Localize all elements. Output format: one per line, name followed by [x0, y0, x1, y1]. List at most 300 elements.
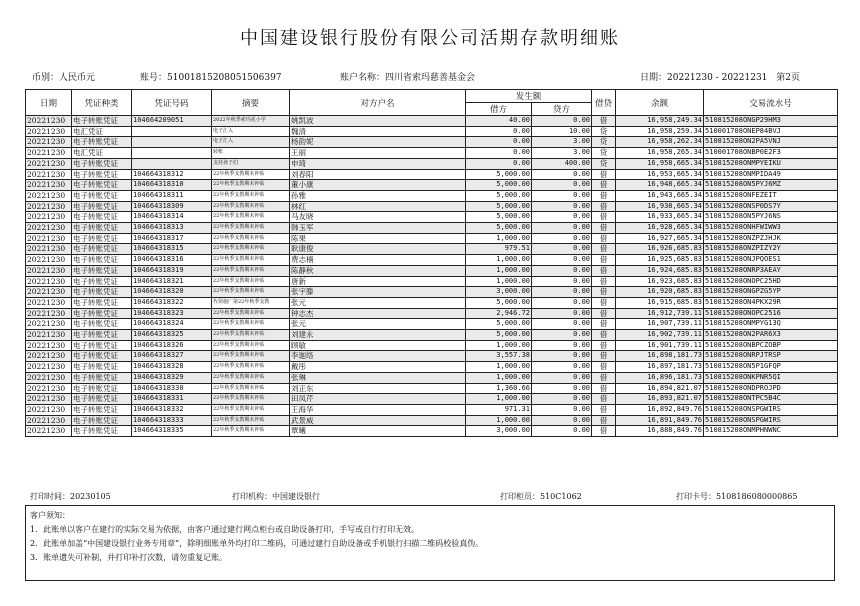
table-row — [26, 137, 838, 148]
txn-voucher: 104664318315 — [132, 244, 212, 255]
txn-desc: 22年秋季支教期末补贴 — [212, 265, 290, 276]
txn-balance: 16,925,685.83 — [616, 255, 704, 266]
txn-dc: 借 — [592, 201, 616, 212]
txn-voucher: 104664318324 — [132, 319, 212, 330]
txn-balance: 16,953,665.34 — [616, 169, 704, 180]
table-row — [26, 116, 838, 127]
col-serial: 交易流水号 — [704, 90, 838, 116]
txn-counterparty: 费志楠 — [290, 255, 466, 266]
notes-heading: 客户须知： — [30, 511, 70, 520]
txn-desc: 22年秋季支教期末补贴 — [212, 340, 290, 351]
txn-debit: 3,000.00 — [466, 287, 532, 298]
txn-dc: 借 — [592, 372, 616, 383]
col-voucher: 凭证号码 — [132, 90, 212, 116]
txn-debit: 1,000.00 — [466, 340, 532, 351]
print-card-value: 5108186080000865 — [716, 492, 798, 501]
txn-balance: 16,891,849.76 — [616, 415, 704, 426]
txn-serial: 510815208ONBPCZOBP — [704, 340, 838, 351]
txn-balance: 16,958,249.34 — [616, 116, 704, 127]
txn-voucher: 104664318321 — [132, 276, 212, 287]
customer-notes — [25, 505, 835, 581]
txn-credit: 0.00 — [532, 415, 592, 426]
txn-desc: 22年秋季支教期末补贴 — [212, 180, 290, 191]
txn-counterparty: 武景威 — [290, 415, 466, 426]
txn-desc: 22年秋季支教期末补贴 — [212, 244, 290, 255]
txn-type: 电子转账凭证 — [72, 330, 132, 341]
print-org-label: 打印机构： — [232, 492, 272, 501]
txn-type: 电子转账凭证 — [72, 233, 132, 244]
txn-voucher: 104664318316 — [132, 255, 212, 266]
txn-date: 20221230 — [26, 190, 72, 201]
txn-debit: 5,000.00 — [466, 319, 532, 330]
page-title: 中国建设银行股份有限公司活期存款明细账 — [240, 28, 620, 49]
table-row — [26, 190, 838, 201]
txn-debit: 1,360.66 — [466, 383, 532, 394]
txn-balance: 16,898,181.73 — [616, 351, 704, 362]
print-time-value: 20230105 — [70, 492, 111, 501]
txn-desc: 22年秋季支教期末补贴 — [212, 169, 290, 180]
txn-type: 电子转账凭证 — [72, 426, 132, 437]
txn-dc: 贷 — [592, 158, 616, 169]
txn-balance: 16,920,685.83 — [616, 287, 704, 298]
txn-desc: 22年秋季支教期末补贴 — [212, 394, 290, 405]
col-balance: 余额 — [616, 90, 704, 116]
txn-desc: 22年秋季支教期末补贴 — [212, 404, 290, 415]
txn-date: 20221230 — [26, 265, 72, 276]
txn-dc: 借 — [592, 287, 616, 298]
txn-serial: 510815208ONZPZJHJK — [704, 233, 838, 244]
txn-dc: 借 — [592, 383, 616, 394]
txn-type: 电汇凭证 — [72, 126, 132, 137]
txn-counterparty: 姚凯波 — [290, 116, 466, 127]
txn-balance: 16,893,821.07 — [616, 394, 704, 405]
txn-date: 20221230 — [26, 415, 72, 426]
txn-desc: 22年秋季支教期末补贴 — [212, 190, 290, 201]
txn-serial: 510815208ON2PAR6X3 — [704, 330, 838, 341]
txn-credit: 0.00 — [532, 180, 592, 191]
txn-date: 20221230 — [26, 319, 72, 330]
txn-counterparty: 杨韵妮 — [290, 137, 466, 148]
txn-credit: 3.00 — [532, 137, 592, 148]
txn-counterparty: 戴彤 — [290, 362, 466, 373]
txn-credit: 0.00 — [532, 265, 592, 276]
txn-serial: 510815208ONMPHNWNC — [704, 426, 838, 437]
table-row — [26, 426, 838, 437]
txn-balance: 16,948,665.34 — [616, 180, 704, 191]
txn-counterparty: 董小康 — [290, 180, 466, 191]
txn-voucher: 104664318309 — [132, 201, 212, 212]
txn-credit: 0.00 — [532, 244, 592, 255]
table-row — [26, 180, 838, 191]
txn-date: 20221230 — [26, 158, 72, 169]
txn-dc: 借 — [592, 415, 616, 426]
txn-serial: 510815208ONDPROJPD — [704, 383, 838, 394]
txn-type: 电子转账凭证 — [72, 287, 132, 298]
print-org — [232, 491, 320, 502]
txn-counterparty: 刘春阳 — [290, 169, 466, 180]
txn-voucher: 104664209051 — [132, 116, 212, 127]
txn-type: 电子转账凭证 — [72, 404, 132, 415]
txn-voucher: 104664318313 — [132, 223, 212, 234]
txn-date: 20221230 — [26, 169, 72, 180]
txn-debit: 1,000.00 — [466, 372, 532, 383]
txn-voucher: 104664318331 — [132, 394, 212, 405]
txn-date: 20221230 — [26, 426, 72, 437]
table-header — [26, 90, 838, 116]
txn-counterparty: 覃曦 — [290, 426, 466, 437]
table-row — [26, 233, 838, 244]
table-row — [26, 287, 838, 298]
currency-label: 币别： — [32, 73, 60, 83]
txn-debit: 5,000.00 — [466, 212, 532, 223]
account-name-value: 四川省索玛慈善基金会 — [385, 73, 476, 83]
txn-dc: 借 — [592, 404, 616, 415]
txn-counterparty: 韩玉军 — [290, 223, 466, 234]
txn-debit: 5,000.00 — [466, 180, 532, 191]
txn-credit: 0.00 — [532, 287, 592, 298]
txn-type: 电汇凭证 — [72, 148, 132, 159]
txn-desc: 电子汇入 — [212, 126, 290, 137]
txn-type: 电子转账凭证 — [72, 308, 132, 319]
print-card-label: 打印卡号： — [676, 492, 716, 501]
txn-date: 20221230 — [26, 116, 72, 127]
txn-type: 电子转账凭证 — [72, 244, 132, 255]
txn-debit: 5,000.00 — [466, 330, 532, 341]
txn-balance: 16,958,262.34 — [616, 137, 704, 148]
txn-dc: 借 — [592, 244, 616, 255]
txn-debit: 5,000.00 — [466, 223, 532, 234]
txn-desc: 2022年秋季索玛花小学 — [212, 116, 290, 127]
txn-date: 20221230 — [26, 287, 72, 298]
txn-balance: 16,897,181.73 — [616, 362, 704, 373]
txn-type: 电子转账凭证 — [72, 319, 132, 330]
txn-serial: 510001708ONBP0E2F3 — [704, 148, 838, 159]
txn-credit: 0.00 — [532, 372, 592, 383]
txn-dc: 借 — [592, 190, 616, 201]
txn-serial: 510815208ON4PKX29R — [704, 297, 838, 308]
txn-type: 电子转账凭证 — [72, 180, 132, 191]
col-counterparty: 对方户名 — [290, 90, 466, 116]
txn-dc: 贷 — [592, 148, 616, 159]
txn-type: 电子转账凭证 — [72, 158, 132, 169]
table-row — [26, 319, 838, 330]
txn-voucher: 104664318335 — [132, 426, 212, 437]
txn-type: 电子转账凭证 — [72, 116, 132, 127]
txn-desc: 22年秋季支教期末补贴 — [212, 319, 290, 330]
txn-type: 电子转账凭证 — [72, 394, 132, 405]
txn-dc: 借 — [592, 340, 616, 351]
txn-credit: 0.00 — [532, 394, 592, 405]
txn-dc: 借 — [592, 426, 616, 437]
account-name-info — [340, 70, 475, 83]
table-row — [26, 148, 838, 159]
txn-desc: 22年秋季支教期末补贴 — [212, 276, 290, 287]
print-counter — [500, 491, 582, 502]
txn-balance: 16,912,739.11 — [616, 308, 704, 319]
txn-serial: 510815208ONSPGWIRS — [704, 404, 838, 415]
txn-balance: 16,958,265.34 — [616, 148, 704, 159]
txn-serial: 510815208ONGP29HM3 — [704, 116, 838, 127]
txn-credit: 0.00 — [532, 190, 592, 201]
txn-voucher: 104664318332 — [132, 404, 212, 415]
table-row — [26, 330, 838, 341]
txn-counterparty: 陈静秋 — [290, 265, 466, 276]
txn-debit: 5,000.00 — [466, 297, 532, 308]
txn-voucher: 104664318326 — [132, 340, 212, 351]
txn-credit: 0.00 — [532, 319, 592, 330]
txn-type: 电子转账凭证 — [72, 276, 132, 287]
currency-value: 人民币元 — [59, 73, 96, 83]
table-row — [26, 297, 838, 308]
txn-desc: 22年秋季支教期末补贴 — [212, 351, 290, 362]
txn-counterparty: 林红 — [290, 201, 466, 212]
txn-balance: 16,894,821.07 — [616, 383, 704, 394]
txn-dc: 借 — [592, 223, 616, 234]
txn-serial: 510815208ONGPZG5YP — [704, 287, 838, 298]
txn-balance: 16,928,665.34 — [616, 223, 704, 234]
txn-desc: 22年秋季支教期末补贴 — [212, 255, 290, 266]
currency-info — [32, 70, 95, 83]
txn-type: 电子转账凭证 — [72, 137, 132, 148]
table-body — [26, 116, 838, 437]
txn-date: 20221230 — [26, 244, 72, 255]
note-item: 1．此账单以客户在建行的实际交易为依据，由客户通过建行网点柜台或自助设备打印，手写或自行打印无效。 — [30, 525, 420, 534]
txn-counterparty: 刘建永 — [290, 330, 466, 341]
txn-date: 20221230 — [26, 340, 72, 351]
transactions-table — [25, 89, 838, 437]
txn-counterparty: 孙雅 — [290, 190, 466, 201]
txn-type: 电子转账凭证 — [72, 383, 132, 394]
txn-debit: 1,000.00 — [466, 233, 532, 244]
txn-desc: 22年秋季支教期末补贴 — [212, 383, 290, 394]
table-row — [26, 255, 838, 266]
txn-balance: 16,923,685.83 — [616, 276, 704, 287]
txn-date: 20221230 — [26, 372, 72, 383]
txn-date: 20221230 — [26, 276, 72, 287]
date-range: 20221230 - 20221231 — [667, 73, 768, 83]
txn-date: 20221230 — [26, 308, 72, 319]
col-desc: 摘要 — [212, 90, 290, 116]
txn-counterparty: 田凤芹 — [290, 394, 466, 405]
txn-dc: 借 — [592, 169, 616, 180]
txn-debit: 2,946.72 — [466, 308, 532, 319]
txn-voucher: 104664318329 — [132, 372, 212, 383]
txn-debit: 0.00 — [466, 126, 532, 137]
txn-debit: 1,000.00 — [466, 255, 532, 266]
txn-voucher: 104664318323 — [132, 308, 212, 319]
txn-voucher — [132, 137, 212, 148]
txn-credit: 0.00 — [532, 362, 592, 373]
txn-debit: 1,000.00 — [466, 276, 532, 287]
txn-voucher: 104664318320 — [132, 287, 212, 298]
txn-desc: 支持孩子们 — [212, 158, 290, 169]
txn-serial: 510815208ON5PYJ6MZ — [704, 180, 838, 191]
print-counter-label: 打印柜员： — [500, 492, 540, 501]
col-type: 凭证种类 — [72, 90, 132, 116]
table-row — [26, 404, 838, 415]
txn-type: 电子转账凭证 — [72, 362, 132, 373]
txn-type: 电子转账凭证 — [72, 297, 132, 308]
txn-serial: 510815208ON5PYJ6NS — [704, 212, 838, 223]
txn-debit: 3,000.00 — [466, 426, 532, 437]
txn-counterparty: 申琦 — [290, 158, 466, 169]
txn-voucher — [132, 126, 212, 137]
txn-counterparty: 刘正东 — [290, 383, 466, 394]
txn-type: 电子转账凭证 — [72, 212, 132, 223]
txn-date: 20221230 — [26, 148, 72, 159]
date-label: 日期： — [640, 73, 668, 83]
txn-date: 20221230 — [26, 212, 72, 223]
txn-balance: 16,915,685.83 — [616, 297, 704, 308]
table-row — [26, 276, 838, 287]
txn-debit: 5,000.00 — [466, 190, 532, 201]
txn-credit: 0.00 — [532, 340, 592, 351]
txn-dc: 贷 — [592, 126, 616, 137]
txn-debit: 5,000.00 — [466, 169, 532, 180]
table-row — [26, 362, 838, 373]
table-row — [26, 340, 838, 351]
table-row — [26, 308, 838, 319]
table-row — [26, 372, 838, 383]
txn-desc: 22年秋季支教期末补贴 — [212, 330, 290, 341]
txn-serial: 510815208ONRP3AEAY — [704, 265, 838, 276]
col-date: 日期 — [26, 90, 72, 116]
txn-type: 电子转账凭证 — [72, 169, 132, 180]
txn-date: 20221230 — [26, 330, 72, 341]
col-amount: 发生额 — [466, 90, 592, 103]
txn-desc: 22年秋季支教期末补贴 — [212, 201, 290, 212]
txn-voucher: 104664318328 — [132, 362, 212, 373]
account-name-label: 账户名称： — [340, 73, 386, 83]
txn-date: 20221230 — [26, 351, 72, 362]
note-item: 3．账单遗失可补制，并打印补打次数，请勿重复记账。 — [30, 553, 228, 562]
txn-debit: 0.00 — [466, 148, 532, 159]
txn-counterparty: 马友晓 — [290, 212, 466, 223]
txn-balance: 16,933,665.34 — [616, 212, 704, 223]
table-row — [26, 126, 838, 137]
txn-type: 电子转账凭证 — [72, 223, 132, 234]
txn-type: 电子转账凭证 — [72, 351, 132, 362]
txn-serial: 510815208ONFEZEIT — [704, 190, 838, 201]
txn-dc: 借 — [592, 362, 616, 373]
txn-balance: 16,927,665.34 — [616, 233, 704, 244]
txn-debit: 1,000.00 — [466, 394, 532, 405]
txn-type: 电子转账凭证 — [72, 265, 132, 276]
txn-desc: 22年秋季支教期末补贴 — [212, 362, 290, 373]
txn-dc: 借 — [592, 255, 616, 266]
txn-serial: 510815208ON2PA5VNJ — [704, 137, 838, 148]
txn-serial: 510001708ONEP84BVJ — [704, 126, 838, 137]
txn-voucher: 104664318325 — [132, 330, 212, 341]
txn-serial: 510815208ONMPYEIKU — [704, 158, 838, 169]
txn-desc: 转账 — [212, 148, 290, 159]
txn-dc: 借 — [592, 233, 616, 244]
txn-balance: 16,958,665.34 — [616, 158, 704, 169]
txn-dc: 借 — [592, 276, 616, 287]
txn-counterparty: 张琳 — [290, 372, 466, 383]
col-dc: 借贷 — [592, 90, 616, 116]
txn-credit: 0.00 — [532, 426, 592, 437]
txn-counterparty: 张元 — [290, 319, 466, 330]
txn-serial: 510815208ONJPQOES1 — [704, 255, 838, 266]
txn-desc: 22年秋季支教期末补贴 — [212, 287, 290, 298]
txn-voucher — [132, 148, 212, 159]
txn-credit: 400.00 — [532, 158, 592, 169]
txn-credit: 0.00 — [532, 116, 592, 127]
txn-counterparty: 张宇滕 — [290, 287, 466, 298]
col-credit: 贷方 — [532, 103, 592, 116]
note-item: 2．此账单加盖“中国建设银行业务专用章”，除明细账单外均打印二维码，可通过建行自助设备或手机银行扫描二维码校验真伪。 — [30, 539, 484, 548]
txn-desc: 22年秋季支教期末补贴 — [212, 233, 290, 244]
txn-serial: 510815208ONOPC2516 — [704, 308, 838, 319]
txn-balance: 16,896,181.73 — [616, 372, 704, 383]
table-row — [26, 201, 838, 212]
txn-credit: 0.00 — [532, 223, 592, 234]
txn-dc: 借 — [592, 308, 616, 319]
txn-credit: 0.00 — [532, 201, 592, 212]
txn-serial: 510815208ON5P1GFQP — [704, 362, 838, 373]
print-time-label: 打印时间： — [30, 492, 70, 501]
txn-voucher: 104664318322 — [132, 297, 212, 308]
txn-voucher: 104664318310 — [132, 180, 212, 191]
txn-serial: 510815208ONSP0DS7Y — [704, 201, 838, 212]
txn-debit: 979.51 — [466, 244, 532, 255]
txn-serial: 510815208ONMPYG13Q — [704, 319, 838, 330]
txn-debit: 0.00 — [466, 137, 532, 148]
txn-serial: 510815208ONMPIDA49 — [704, 169, 838, 180]
txn-date: 20221230 — [26, 137, 72, 148]
txn-serial: 510815208ONHFWIWW3 — [704, 223, 838, 234]
txn-date: 20221230 — [26, 404, 72, 415]
txn-counterparty: 顾敏 — [290, 340, 466, 351]
txn-credit: 0.00 — [532, 404, 592, 415]
print-counter-value: 510C1062 — [540, 492, 582, 501]
txn-desc: 代领施广第22年秋季支教 — [212, 297, 290, 308]
txn-debit: 40.00 — [466, 116, 532, 127]
txn-type: 电子转账凭证 — [72, 255, 132, 266]
txn-balance: 16,892,849.76 — [616, 404, 704, 415]
txn-dc: 借 — [592, 330, 616, 341]
txn-credit: 0.00 — [532, 233, 592, 244]
txn-desc: 22年秋季支教期末补贴 — [212, 372, 290, 383]
txn-balance: 16,888,849.76 — [616, 426, 704, 437]
txn-type: 电子转账凭证 — [72, 190, 132, 201]
print-org-value: 中国建设银行 — [272, 492, 320, 501]
txn-serial: 510815208ONRPJTRSP — [704, 351, 838, 362]
txn-dc: 借 — [592, 116, 616, 127]
txn-counterparty: 张元 — [290, 297, 466, 308]
txn-balance: 16,958,259.34 — [616, 126, 704, 137]
txn-counterparty: 魏清 — [290, 126, 466, 137]
txn-type: 电子转账凭证 — [72, 372, 132, 383]
txn-credit: 0.00 — [532, 255, 592, 266]
table-row — [26, 169, 838, 180]
txn-type: 电子转账凭证 — [72, 340, 132, 351]
txn-date: 20221230 — [26, 180, 72, 191]
txn-date: 20221230 — [26, 223, 72, 234]
txn-credit: 0.00 — [532, 351, 592, 362]
txn-debit: 1,000.00 — [466, 362, 532, 373]
txn-dc: 借 — [592, 351, 616, 362]
txn-voucher: 104664318327 — [132, 351, 212, 362]
txn-credit: 0.00 — [532, 169, 592, 180]
txn-voucher: 104664318312 — [132, 169, 212, 180]
txn-dc: 借 — [592, 212, 616, 223]
txn-balance: 16,907,739.11 — [616, 319, 704, 330]
txn-voucher: 104664318311 — [132, 190, 212, 201]
txn-type: 电子转账凭证 — [72, 201, 132, 212]
txn-counterparty: 王海华 — [290, 404, 466, 415]
